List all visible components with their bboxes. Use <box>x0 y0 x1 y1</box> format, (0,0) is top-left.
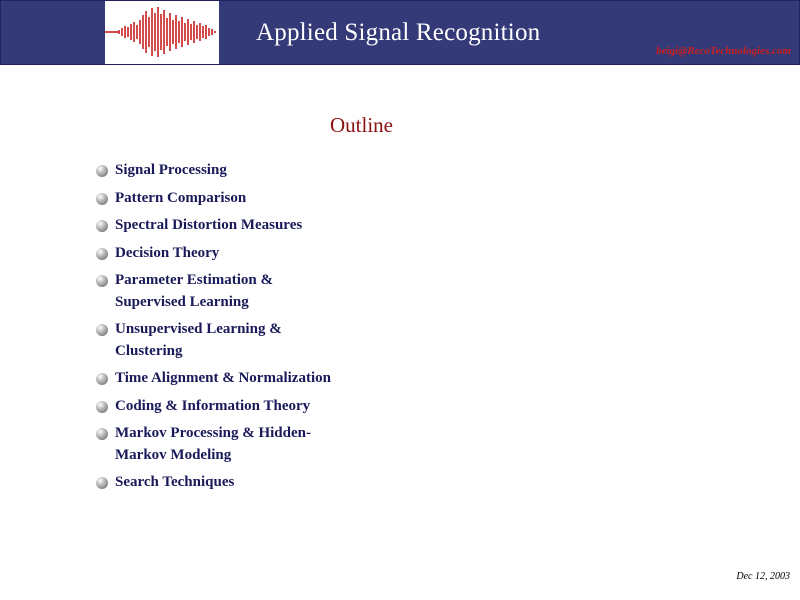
outline-item-label: Decision Theory <box>115 244 220 261</box>
outline-item <box>96 215 346 237</box>
outline-item-label: Time Alignment & Normalization <box>115 370 331 386</box>
outline-item <box>96 160 346 182</box>
waveform-logo-icon <box>105 5 219 60</box>
outline-item <box>96 423 346 466</box>
outline-item <box>96 396 346 418</box>
sphere-bullet-icon <box>96 428 108 440</box>
logo-panel <box>105 1 219 64</box>
outline-item-label: Pattern Comparison <box>115 189 247 206</box>
header-bar <box>0 0 800 65</box>
sphere-bullet-icon <box>96 275 108 287</box>
outline-item <box>96 319 346 362</box>
sphere-bullet-icon <box>96 193 108 205</box>
author-email: beigi@RecoTechnologies.com <box>656 45 791 57</box>
outline-item-label: Spectral Distortion Measures <box>115 217 303 233</box>
outline-item-label: Parameter Estimation & Supervised Learning <box>115 272 274 310</box>
outline-item <box>96 368 346 390</box>
outline-item <box>96 243 346 265</box>
sphere-bullet-icon <box>96 324 108 336</box>
outline-item-label: Coding & Information Theory <box>115 397 311 414</box>
sphere-bullet-icon <box>96 165 108 177</box>
outline-item <box>96 472 346 494</box>
outline-item-label: Search Techniques <box>115 474 235 490</box>
sphere-bullet-icon <box>96 248 108 260</box>
sphere-bullet-icon <box>96 477 108 489</box>
outline-list <box>96 160 346 500</box>
outline-item-label: Unsupervised Learning & Clustering <box>115 321 282 359</box>
outline-item-label: Signal Processing <box>115 162 227 178</box>
sphere-bullet-icon <box>96 220 108 232</box>
slide-date: Dec 12, 2003 <box>736 571 790 582</box>
outline-item <box>96 270 346 313</box>
outline-heading: Outline <box>330 113 393 137</box>
presentation-title: Applied Signal Recognition <box>256 19 541 46</box>
outline-item-label: Markov Processing & Hidden-Markov Modeling <box>115 425 311 463</box>
sphere-bullet-icon <box>96 373 108 385</box>
outline-item <box>96 188 346 210</box>
sphere-bullet-icon <box>96 401 108 413</box>
